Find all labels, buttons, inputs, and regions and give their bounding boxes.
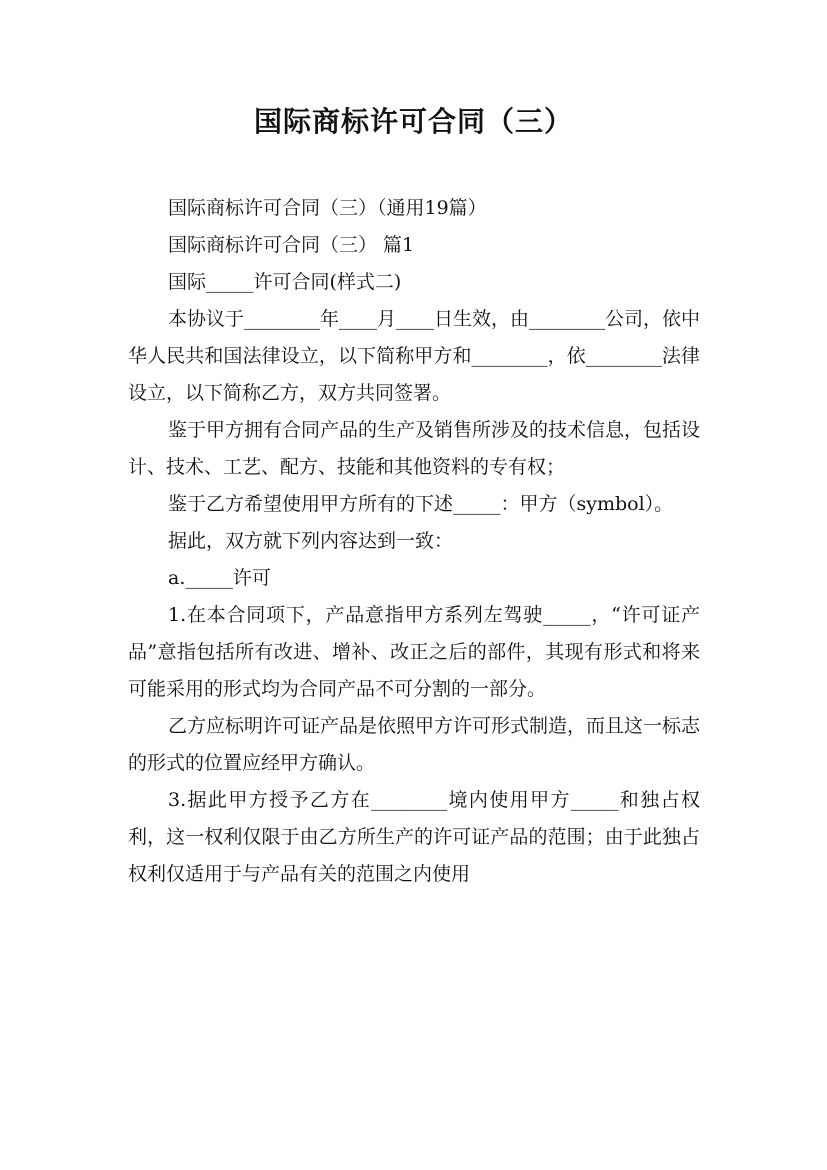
section-heading: 国际商标许可合同（三） 篇1 [168, 234, 415, 256]
document-body [128, 190, 700, 893]
paragraph-clause-3: 3.据此甲方授予乙方在________境内使用甲方_____和独占权利，这一权利仅限于由乙方所生产的许可证产品的范围；由于此独占权利仅适用于与产品有关的范围之内使用 [128, 789, 700, 885]
contract-heading: 国际_____许可合同(样式二) [168, 271, 402, 293]
paragraph-license-heading: a._____许可 [168, 567, 271, 589]
subtitle-line: 国际商标许可合同（三）（通用19篇） [168, 197, 487, 219]
paragraph-effective-date: 本协议于________年____月____日生效，由________公司，依中华人民共和国法律设立，以下简称甲方和________，依________法律设立，以下简称乙方，双方共同签署。 [128, 308, 701, 404]
paragraph-whereas-party-b: 鉴于乙方希望使用甲方所有的下述_____：甲方（symbol）。 [168, 493, 674, 515]
paragraph-whereas-party-a: 鉴于甲方拥有合同产品的生产及销售所涉及的技术信息，包括设计、技术、工艺、配方、技能和其他资料的专有权； [128, 419, 701, 478]
paragraph-clause-1: 1.在本合同项下，产品意指甲方系列左驾驶_____，“许可证产品”意指包括所有改进、增补、改正之后的部件，其现有形式和将来可能采用的形式均为合同产品不可分割的一部分。 [128, 604, 700, 700]
paragraph-marking: 乙方应标明许可证产品是依照甲方许可形式制造，而且这一标志的形式的位置应经甲方确认。 [128, 715, 701, 774]
paragraph-agreement: 据此，双方就下列内容达到一致： [168, 530, 454, 552]
document-title: 国际商标许可合同（三） [253, 105, 573, 138]
